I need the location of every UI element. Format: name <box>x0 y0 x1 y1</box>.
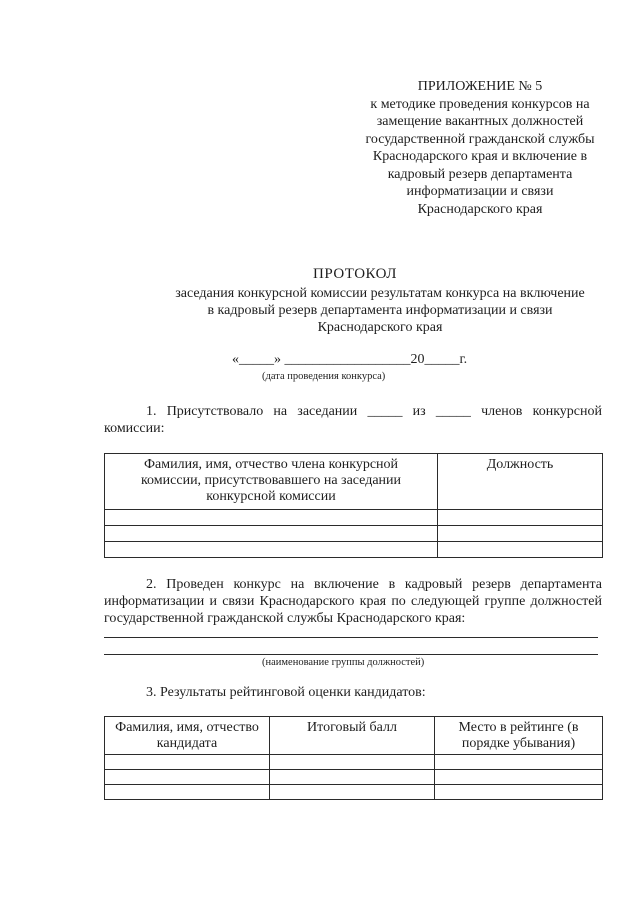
table-cell <box>438 542 603 558</box>
section-3-text: 3. Результаты рейтинговой оценки кандидатов: <box>146 685 426 700</box>
table-header-row <box>105 454 603 510</box>
appendix-line: к методике проведения конкурсов на <box>370 96 590 112</box>
column-header-final-score: Итоговый балл <box>270 717 435 755</box>
attendees-table <box>104 453 603 558</box>
table-row <box>105 526 603 542</box>
appendix-line: кадровый резерв департамента <box>387 166 573 182</box>
table-cell <box>435 785 603 800</box>
section-1-text <box>104 403 602 437</box>
section-1-sentence: 1. Присутствовало на заседании _____ из _____ членов конкурсной комиссии: <box>104 404 602 436</box>
date-field: «_____» __________________20_____г. <box>232 352 468 367</box>
column-header-rank: Место в рейтинге (в порядке убывания) <box>435 717 603 755</box>
table-header-row <box>105 717 603 755</box>
column-header-position: Должность <box>438 454 603 510</box>
appendix-line: государственной гражданской службы <box>365 131 595 147</box>
table-cell <box>105 526 438 542</box>
subtitle-line: Краснодарского края <box>317 320 443 335</box>
protocol-title: ПРОТОКОЛ <box>313 266 397 282</box>
table-cell <box>270 770 435 785</box>
table-cell <box>435 755 603 770</box>
ratings-table <box>104 716 603 800</box>
table-row <box>105 785 603 800</box>
appendix-line: Краснодарского края и включение в <box>372 149 588 164</box>
table-cell <box>270 755 435 770</box>
subtitle-line: заседания конкурсной комиссии результатам конкурса на включение <box>175 286 585 301</box>
date-caption: (дата проведения конкурса) <box>262 371 386 382</box>
table-row <box>105 755 603 770</box>
appendix-header <box>330 78 630 218</box>
group-caption: (наименование группы должностей) <box>262 657 425 668</box>
subtitle-line: в кадровый резерв департамента информатизации и связи <box>207 303 553 318</box>
table-cell <box>438 510 603 526</box>
appendix-line: замещение вакантных должностей <box>376 114 584 129</box>
section-2-text <box>104 576 602 627</box>
column-header-candidate-name: Фамилия, имя, отчество кандидата <box>105 717 270 755</box>
table-row <box>105 770 603 785</box>
section-2-sentence: 2. Проведен конкурс на включение в кадровый резерв департамента информатизации и связи Краснодарского края по следующей группе должностей государственной гражданской службы Краснодарского края: <box>104 577 602 626</box>
table-cell <box>105 770 270 785</box>
appendix-line: ПРИЛОЖЕНИЕ № 5 <box>417 79 543 94</box>
blank-line <box>104 654 598 655</box>
table-cell <box>105 542 438 558</box>
table-row <box>105 542 603 558</box>
table-cell <box>105 785 270 800</box>
table-cell <box>270 785 435 800</box>
column-header-member-name: Фамилия, имя, отчество члена конкурсной комиссии, присутствовавшего на заседании конкурсной комиссии <box>105 454 438 510</box>
table-cell <box>435 770 603 785</box>
table-cell <box>438 526 603 542</box>
table-cell <box>105 510 438 526</box>
table-row <box>105 510 603 526</box>
appendix-line: информатизации и связи <box>406 184 554 199</box>
appendix-line: Краснодарского края <box>417 201 543 217</box>
table-cell <box>105 755 270 770</box>
protocol-subtitle <box>120 285 640 336</box>
blank-line <box>104 637 598 638</box>
